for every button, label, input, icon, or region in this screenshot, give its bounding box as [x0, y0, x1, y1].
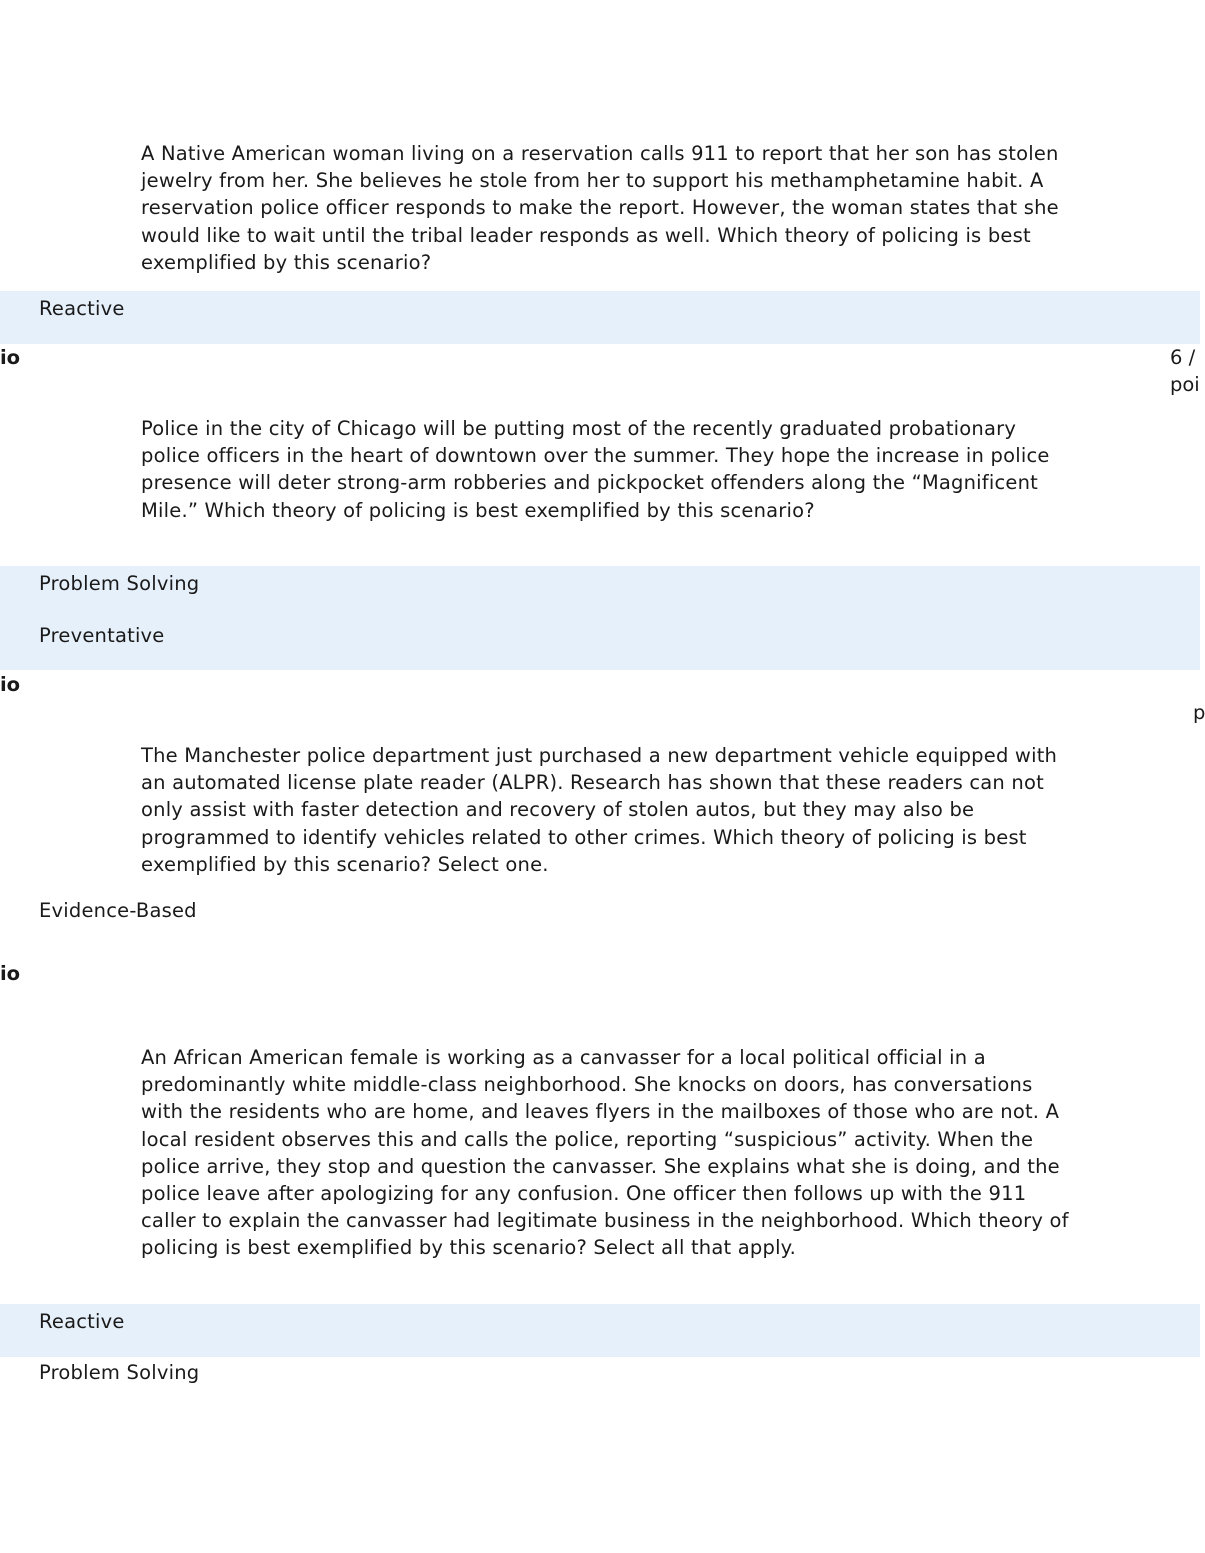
side-fragment-right: poi	[1170, 373, 1200, 396]
answer-highlight-band	[0, 291, 1200, 344]
answer-option[interactable]: Evidence-Based	[39, 899, 197, 922]
question-1-text: A Native American woman living on a reservation calls 911 to report that her son has stolen jewelry from her. She believes he stole from her to support his methamphetamine habit. A reservation police officer responds to make the report. However, the woman states that she would like to wait until the tribal leader responds as well. Which theory of policing is best exemplified by this scenario?	[141, 142, 1059, 274]
side-fragment-right: 6 /	[1170, 346, 1196, 369]
question-3-text: The Manchester police department just purchased a new department vehicle equipped with an automated license plate reader (ALPR). Research has shown that these readers can not only assist with faster detection and recovery of stolen autos, but they may also be programmed to identify vehicles related to other crimes. Which theory of policing is best exemplified by this scenario? Select one.	[141, 744, 1058, 876]
answer-option[interactable]: Reactive	[39, 1310, 125, 1333]
answer-option[interactable]: Problem Solving	[39, 1361, 200, 1384]
side-fragment-left: io	[0, 346, 21, 369]
answer-option[interactable]: Preventative	[39, 624, 165, 647]
side-fragment-left: io	[0, 962, 21, 985]
answer-highlight-band	[0, 1304, 1200, 1357]
answer-option[interactable]: Reactive	[39, 297, 125, 320]
question-2-text: Police in the city of Chicago will be putting most of the recently graduated probationary police officers in the heart of downtown over the summer. They hope the increase in police presence will deter strong-arm robberies and pickpocket offenders along the “Magnificent Mile.” Which theory of policing is best exemplified by this scenario?	[141, 417, 1050, 522]
answer-option[interactable]: Problem Solving	[39, 572, 200, 595]
question-4-text: An African American female is working as a canvasser for a local political official in a predominantly white middle-class neighborhood. She knocks on doors, has conversations with the residents who are home, and leaves flyers in the mailboxes of those who are not. A local resident observes this and calls the police, reporting “suspicious” activity. When the police arrive, they stop and question the canvasser. She explains what she is doing, and the police leave after apologizing for any confusion. One officer then follows up with the 911 caller to explain the canvasser had legitimate business in the neighborhood. Which theory of policing is best exemplified by this scenario? Select all that apply.	[141, 1046, 1069, 1260]
side-fragment-right: p	[1193, 701, 1205, 724]
side-fragment-left: io	[0, 673, 21, 696]
